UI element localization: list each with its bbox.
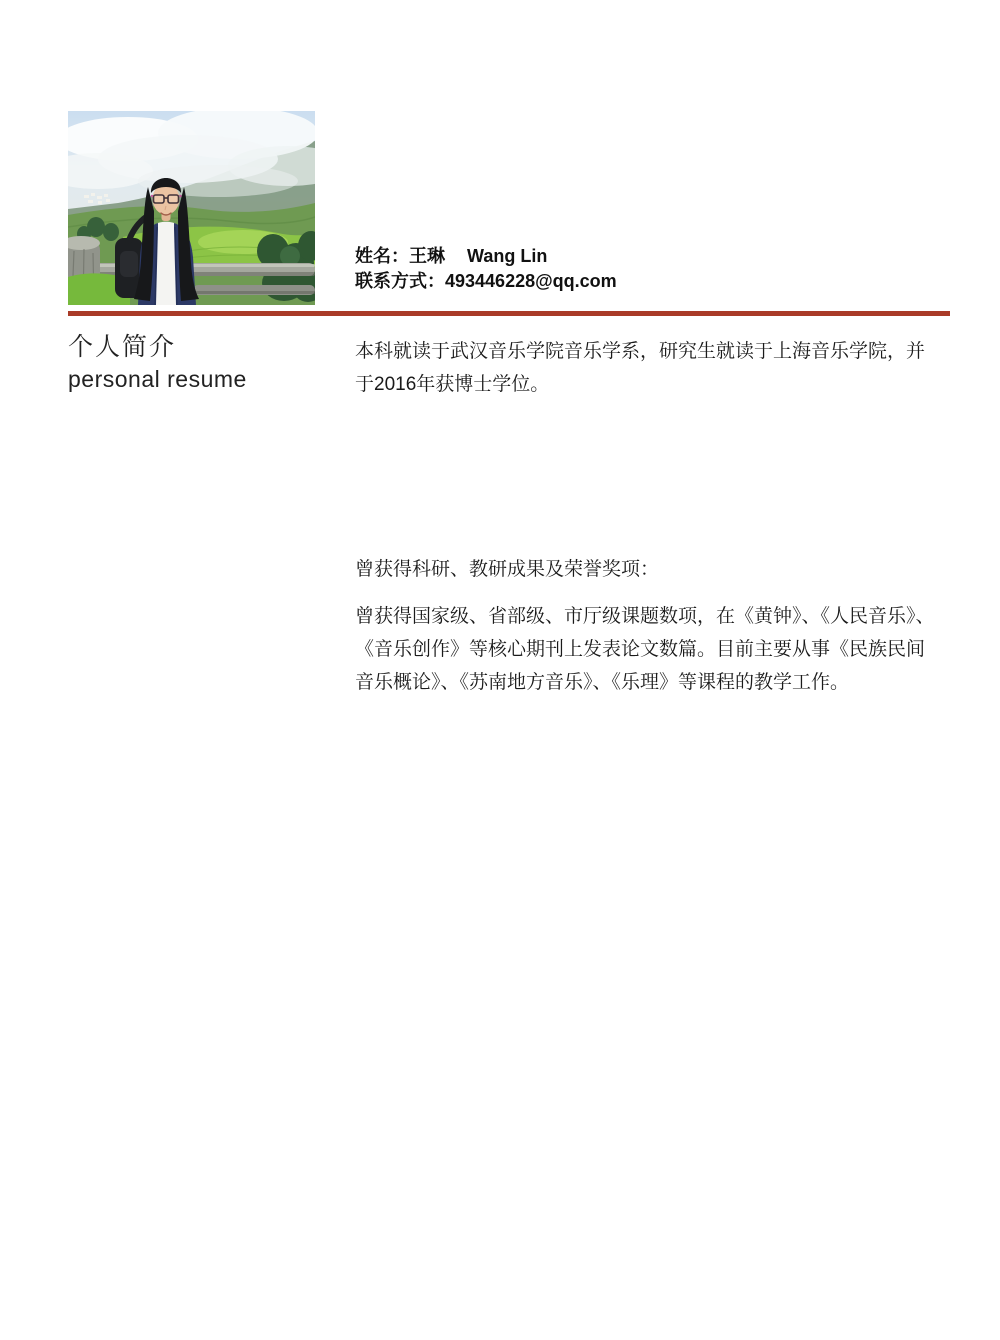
name-label: 姓名： [355, 246, 409, 266]
section-title-en: personal resume [68, 366, 247, 392]
intro-paragraph: 本科就读于武汉音乐学院音乐学系，研究生就读于上海音乐学院，并于2016年获博士学位。 [355, 341, 926, 395]
contact-value: 493446228@qq.com [445, 271, 617, 291]
contact-line [355, 269, 617, 294]
section-title-zh: 个人简介 [68, 333, 177, 361]
identity-block [355, 244, 617, 294]
contact-label: 联系方式： [355, 271, 445, 291]
name-english: Wang Lin [467, 246, 548, 266]
awards-paragraph: 曾获得国家级、省部级、市厅级课题数项，在《黄钟》、《人民音乐》、《音乐创作》等核心期刊上发表论文数篇。目前主要从事《民族民间音乐概论》、《苏南地方音乐》、《乐理》等课程的教学工作。 [355, 606, 935, 693]
section-divider [68, 311, 950, 316]
name-value: 王琳 [409, 246, 445, 266]
profile-photo [68, 111, 315, 305]
awards-heading: 曾获得科研、教研成果及荣誉奖项： [355, 559, 660, 580]
section-title [68, 331, 247, 394]
awards-section [355, 556, 943, 699]
name-line [355, 244, 617, 269]
